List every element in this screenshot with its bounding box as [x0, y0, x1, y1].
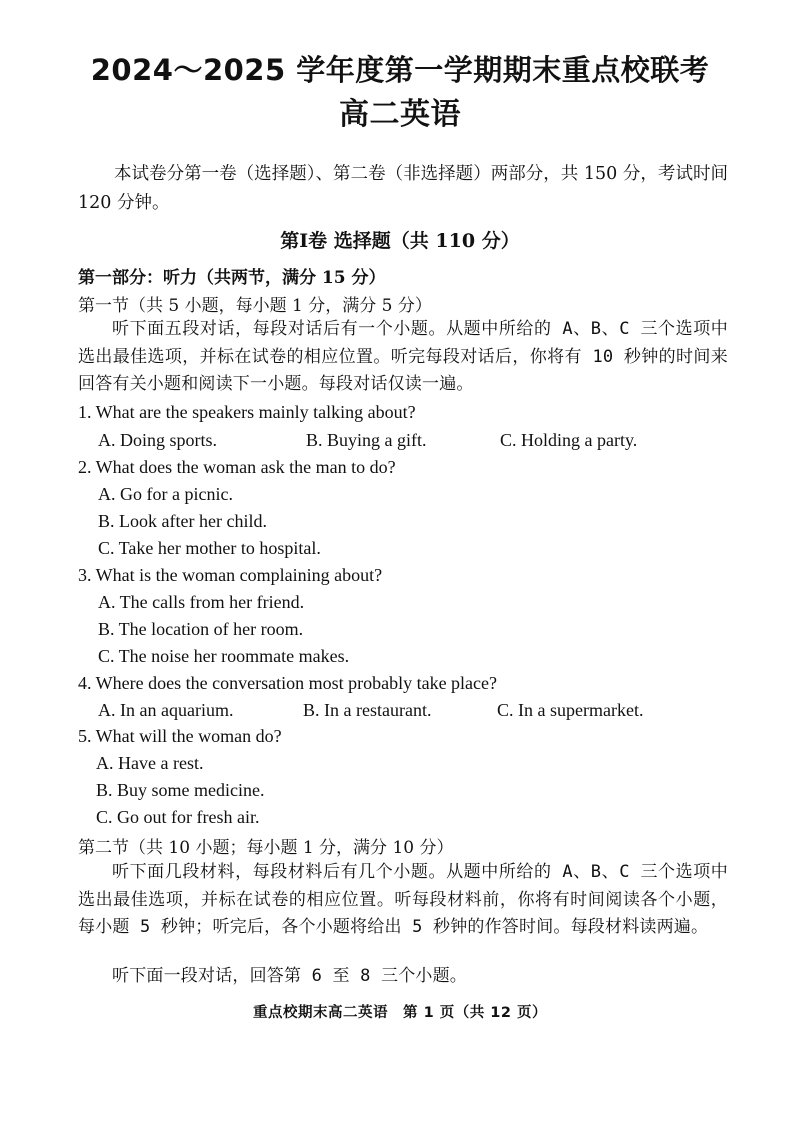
q5-option-b[interactable]: B. Buy some medicine.	[96, 780, 265, 800]
q3-option-c[interactable]: C. The noise her roommate makes.	[98, 646, 350, 666]
q4-option-b[interactable]: B. In a restaurant.	[303, 700, 432, 720]
q3-option-b[interactable]: B. The location of her room.	[98, 619, 304, 639]
exam-subject: 高二英语	[339, 97, 461, 132]
q1-option-c[interactable]: C. Holding a party.	[500, 430, 638, 450]
exam-intro: 本试卷分第一卷（选择题）、第二卷（非选择题）两部分，共 150 分，考试时间 120 分钟。	[78, 164, 728, 213]
q2-option-c[interactable]: C. Take her mother to hospital.	[98, 538, 321, 558]
dialogue-instruction: 听下面一段对话，回答第 6 至 8 三个小题。	[112, 966, 468, 986]
exam-title: 2024～2025 学年度第一学期期末重点校联考	[90, 53, 710, 87]
question-1: 1. What are the speakers mainly talking about?	[78, 402, 416, 422]
volume-title: 第Ⅰ卷 选择题（共 110 分）	[280, 230, 520, 252]
q1-option-b[interactable]: B. Buying a gift.	[306, 430, 427, 450]
q1-option-a[interactable]: A. Doing sports.	[98, 430, 218, 450]
section2-heading: 第二节（共 10 小题；每小题 1 分，满分 10 分）	[78, 838, 454, 858]
question-4: 4. Where does the conversation most probably take place?	[78, 673, 498, 693]
q2-option-a[interactable]: A. Go for a picnic.	[98, 484, 233, 504]
q2-option-b[interactable]: B. Look after her child.	[98, 511, 267, 531]
section2-instructions: 听下面几段材料，每段材料后有几个小题。从题中所给的 A、B、C 三个选项中选出最佳选项，并标在试卷的相应位置。听每段材料前，你将有时间阅读各个小题，每小题 5 秒钟；听完后，各个小题将给出 5 秒钟的作答时间。每段材料读两遍。	[78, 862, 728, 937]
section1-heading: 第一节（共 5 小题，每小题 1 分，满分 5 分）	[78, 296, 432, 316]
question-5: 5. What will the woman do?	[78, 726, 282, 746]
section1-instructions: 听下面五段对话，每段对话后有一个小题。从题中所给的 A、B、C 三个选项中选出最佳选项，并标在试卷的相应位置。听完每段对话后，你将有 10 秒钟的时间来回答有关小题和阅读下一小题。每段对话仅读一遍。	[78, 319, 728, 394]
part1-heading: 第一部分：听力（共两节，满分 15 分）	[78, 268, 386, 288]
page-footer: 重点校期末高二英语 第 1 页（共 12 页）	[253, 1005, 547, 1021]
question-3: 3. What is the woman complaining about?	[78, 565, 383, 585]
q3-option-a[interactable]: A. The calls from her friend.	[98, 592, 305, 612]
q4-option-a[interactable]: A. In an aquarium.	[98, 700, 234, 720]
question-2: 2. What does the woman ask the man to do?	[78, 457, 396, 477]
q4-option-c[interactable]: C. In a supermarket.	[497, 700, 644, 720]
q5-option-c[interactable]: C. Go out for fresh air.	[96, 807, 260, 827]
q5-option-a[interactable]: A. Have a rest.	[96, 753, 204, 773]
